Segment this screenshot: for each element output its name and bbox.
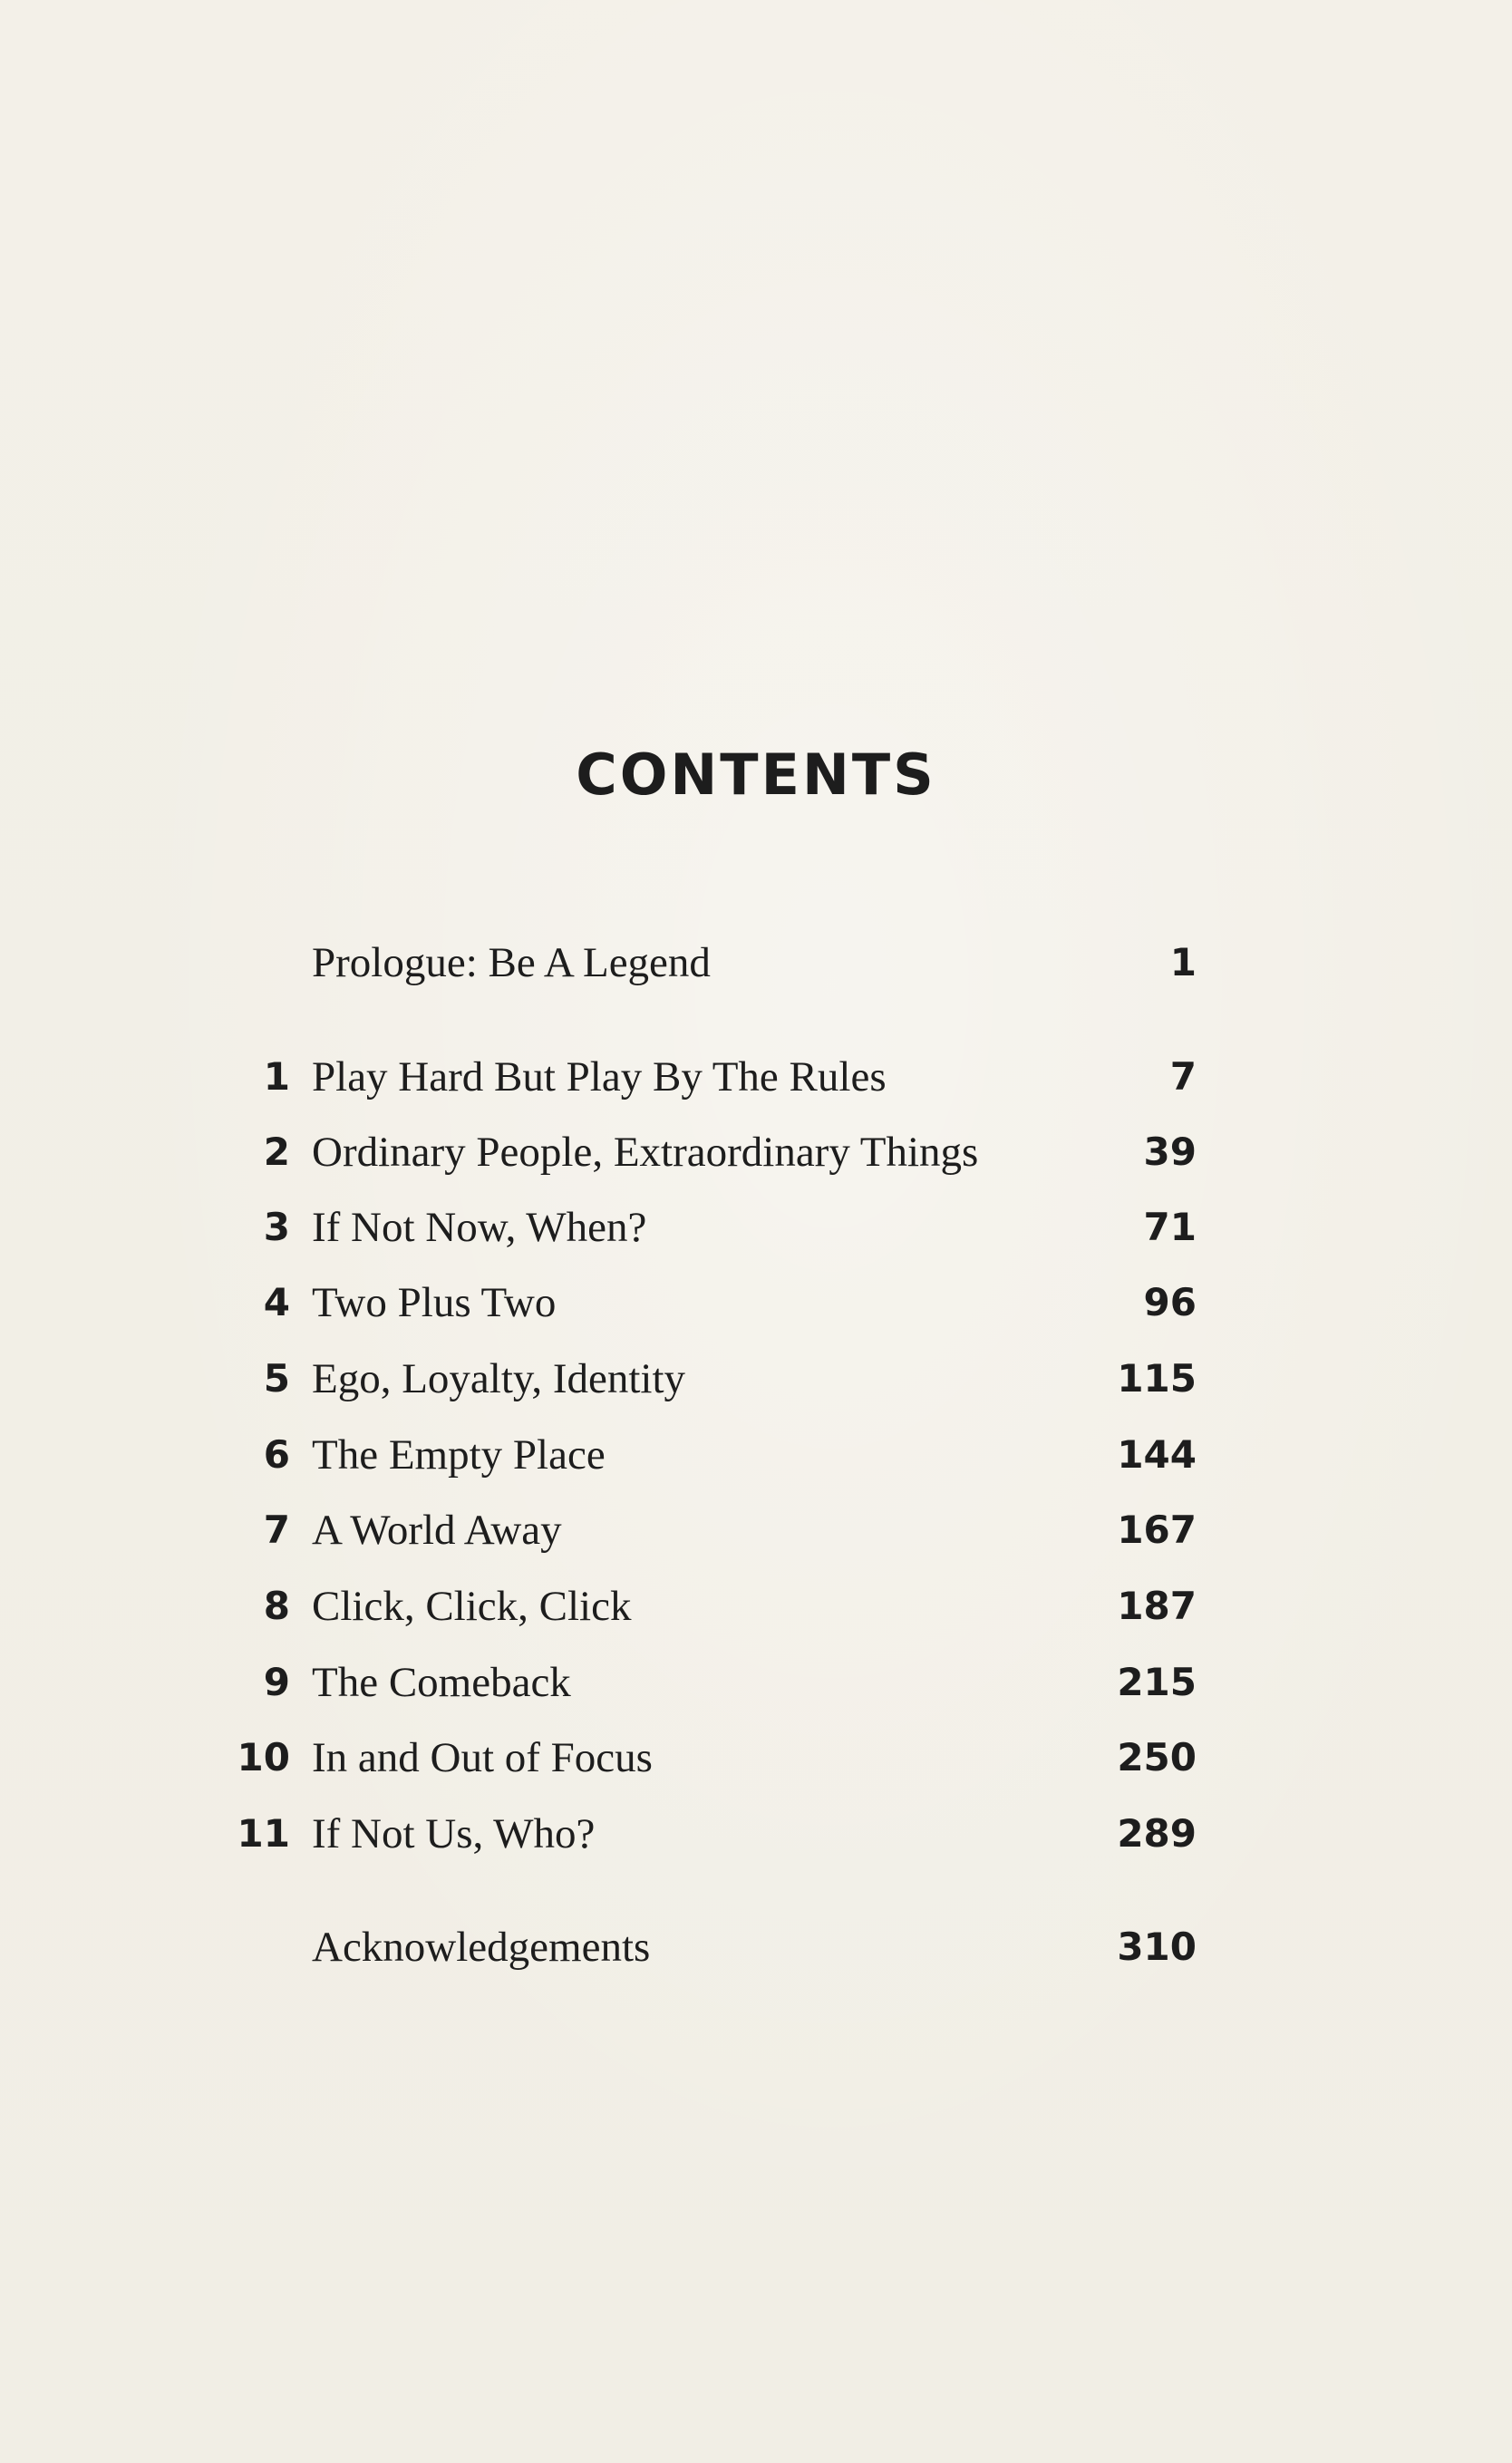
chapter-title: Click, Click, Click (312, 1583, 632, 1630)
toc-entry-8 (0, 1575, 1512, 1638)
page-number: 39 (1143, 1130, 1197, 1174)
chapter-title: If Not Now, When? (312, 1204, 647, 1251)
page-number: 215 (1117, 1660, 1197, 1704)
chapter-title: A World Away (312, 1507, 562, 1554)
chapter-number: 10 (237, 1735, 290, 1779)
page-number: 250 (1117, 1735, 1197, 1779)
toc-entry-prologue (0, 931, 1512, 994)
page-number: 144 (1117, 1432, 1197, 1477)
chapter-number: 9 (263, 1660, 290, 1704)
chapter-title: Play Hard But Play By The Rules (312, 1053, 887, 1101)
chapter-number: 2 (263, 1130, 290, 1174)
toc-entry-3 (0, 1196, 1512, 1259)
chapter-number: 3 (263, 1205, 290, 1249)
page-number: 310 (1117, 1925, 1197, 1969)
page-number: 187 (1117, 1584, 1197, 1628)
toc-entry-10 (0, 1726, 1512, 1789)
chapter-title: Prologue: Be A Legend (312, 939, 711, 986)
chapter-number: 8 (263, 1584, 290, 1628)
chapter-title: If Not Us, Who? (312, 1810, 596, 1857)
toc-entry-acknowledgements (0, 1915, 1512, 1979)
chapter-title: In and Out of Focus (312, 1734, 653, 1781)
chapter-title: The Empty Place (312, 1431, 606, 1479)
toc-entry-5 (0, 1347, 1512, 1411)
chapter-title: Acknowledgements (312, 1924, 651, 1971)
chapter-number: 4 (263, 1280, 290, 1324)
chapter-number: 1 (263, 1054, 290, 1099)
page-number: 71 (1143, 1205, 1197, 1249)
page-number: 167 (1117, 1508, 1197, 1552)
toc-entry-9 (0, 1651, 1512, 1714)
chapter-title: Two Plus Two (312, 1279, 557, 1326)
toc-entry-6 (0, 1423, 1512, 1487)
chapter-number: 7 (263, 1508, 290, 1552)
toc-entry-11 (0, 1802, 1512, 1866)
page-number: 1 (1169, 940, 1197, 984)
toc-entry-2 (0, 1120, 1512, 1184)
toc-entry-4 (0, 1271, 1512, 1334)
chapter-title: The Comeback (312, 1659, 571, 1706)
page-number: 289 (1117, 1811, 1197, 1856)
contents-heading: CONTENTS (576, 742, 936, 808)
chapter-number: 6 (263, 1432, 290, 1477)
page-number: 7 (1169, 1054, 1197, 1099)
toc-entry-1 (0, 1045, 1512, 1109)
chapter-title: Ordinary People, Extraordinary Things (312, 1129, 979, 1176)
page-number: 115 (1117, 1356, 1197, 1401)
page-number: 96 (1143, 1280, 1197, 1324)
toc-entry-7 (0, 1498, 1512, 1562)
chapter-title: Ego, Loyalty, Identity (312, 1355, 686, 1402)
chapter-number: 11 (237, 1811, 290, 1856)
chapter-number: 5 (263, 1356, 290, 1401)
